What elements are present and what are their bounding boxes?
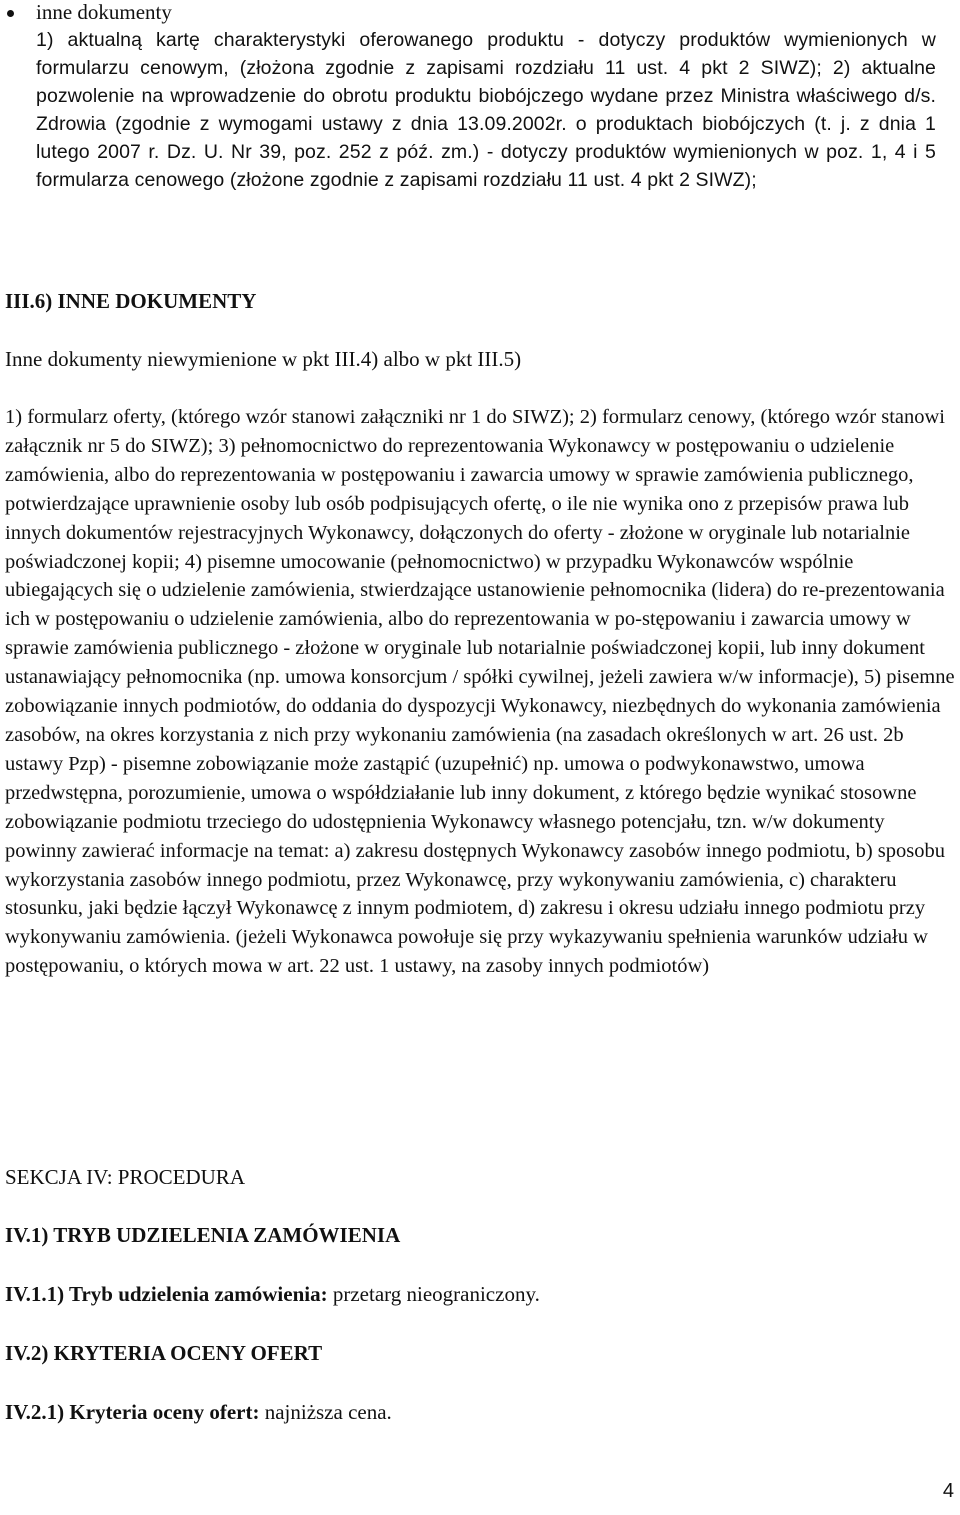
tryb-value: przetarg nieograniczony. xyxy=(327,1282,540,1306)
bullet-dot-icon xyxy=(7,10,14,17)
heading-iv1: IV.1) TRYB UDZIELENIA ZAMÓWIENIA xyxy=(5,1223,401,1247)
section-body-iii6: 1) formularz oferty, (którego wzór stanowi załączniki nr 1 do SIWZ); 2) formularz cenowy, (którego wzór stanowi załącznik nr 5 do SIWZ); 3) pełnomocnictwo do reprezentowania Wykonawcy w postępowaniu o udzielenie zamówienia, albo do reprezentowania w postępowaniu i zawarcia umowy w sprawie zamówienia publicznego, potwierdzające uprawnienie osoby lub osób podpisujących ofertę, o ile nie wynika ono z przepisów prawa lub innych dokumentów rejestracyjnych Wykonawcy, dołączonych do oferty - złożone w oryginale lub notarialnie poświadczonej kopii; 4) pisemne umocowanie (pełnomocnictwo) w przypadku Wykonawców wspólnie ubiegających się o udzielenie zamówienia, stwierdzające ustanowienie pełnomocnika (lidera) do re-prezentowania ich w postępowaniu o udzielenie zamówienia, albo do reprezentowania w po-stępowaniu i zawarcia umowy w sprawie zamówienia publicznego - złożone w oryginale lub notarialnie poświadczonej kopii, lub inny dokument ustanawiający pełnomocnika (np. umowa konsorcjum / spółki cywilnej, jeżeli zawiera w/w informacje), 5) pisemne zobowiązanie innych podmiotów, do oddania do dyspozycji Wykonawcy, niezbędnych do wykonania zamówienia zasobów, na okres korzystania z nich przy wykonaniu zamówienia (na zasadach określonych w art. 26 ust. 2b ustawy Pzp) - pisemne zobowiązanie może zastąpić (uzupełnić) np. umowa o podwykonawstwo, umowa przedwstępna, porozumienie, umowa o współdziałanie lub inny dokument, z którego będzie wynikać stosowne zobowiązanie podmiotu trzeciego do udostępnienia Wykonawcy własnego potencjału, tzn. w/w dokumenty powinny zawierać informacje na temat: a) zakresu dostępnych Wykonawcy zasobów innego podmiotu, b) sposobu wykorzystania zasobów innego podmiotu, przez Wykonawcę, przy wykonywaniu zamówienia, c) charakteru stosunku, jaki będzie łączył Wykonawcę z innym podmiotem, d) zakresu i okresu udziału innego podmiotu przy wykonywaniu zamówienia. (jeżeli Wykonawca powołuje się przy wykazywaniu spełnienia warunków udziału w postępowaniu, o których mowa w art. 22 ust. 1 ustawy, na zasoby innych podmiotów) xyxy=(5,406,955,978)
kryteria-label: IV.2.1) Kryteria oceny ofert: xyxy=(5,1400,260,1424)
bullet-item-inne-dokumenty xyxy=(36,0,936,194)
tryb-label: IV.1.1) Tryb udzielenia zamówienia: xyxy=(5,1282,328,1306)
section-heading-iii6: III.6) INNE DOKUMENTY xyxy=(5,289,257,313)
kryteria-value: najniższa cena. xyxy=(259,1400,392,1424)
kryteria-line xyxy=(5,1398,955,1427)
heading-iv2: IV.2) KRYTERIA OCENY OFERT xyxy=(5,1341,323,1365)
tryb-line xyxy=(5,1280,955,1309)
page-number: 4 xyxy=(942,1480,954,1502)
section-heading-iv: SEKCJA IV: PROCEDURA xyxy=(5,1165,245,1189)
bullet-title: inne dokumenty xyxy=(36,0,172,24)
bullet-body: 1) aktualną kartę charakterystyki oferowanego produktu - dotyczy produktów wymienionych w formularzu cenowym, (złożona zgodnie z zapisami rozdziału 11 ust. 4 pkt 2 SIWZ); 2) aktualne pozwolenie na wprowadzenie do obrotu produktu biobójczego wydane przez Ministra właściwego d/s. Zdrowia (zgodnie z wymogami ustawy z dnia 13.09.2002r. o produktach biobójczych (t. j. z dnia 1 lutego 2007 r. Dz. U. Nr 39, poz. 252 z póź. zm.) - dotyczy produktów wymienionych w poz. 1, 4 i 5 formularza cenowego (złożone zgodnie z zapisami rozdziału 11 ust. 4 pkt 2 SIWZ); xyxy=(36,29,936,191)
section-subtext-iii6: Inne dokumenty niewymienione w pkt III.4) albo w pkt III.5) xyxy=(5,347,522,371)
